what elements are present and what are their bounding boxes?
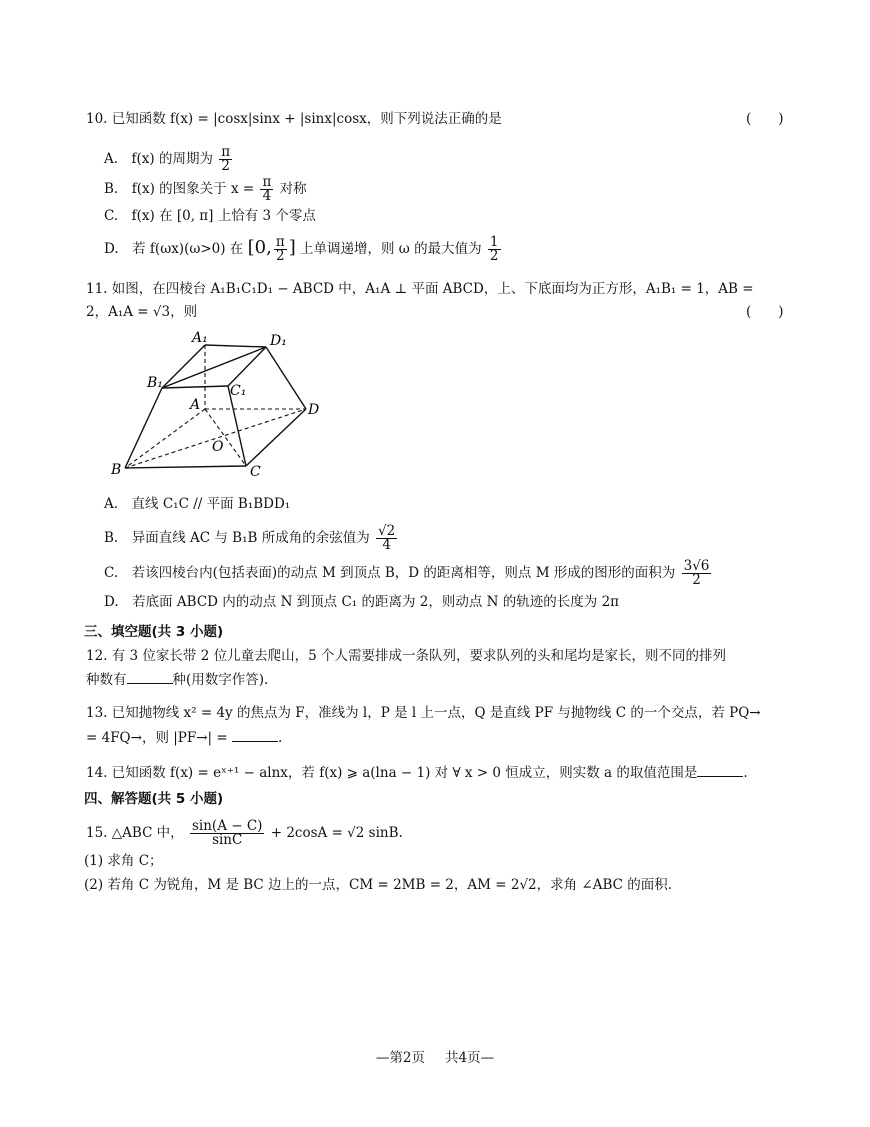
edge-b1b — [125, 388, 162, 468]
edge-ab — [125, 409, 205, 468]
q10-option-b — [104, 176, 307, 203]
q10-option-d-fraction: $\frac{\pi}{2}$ — [275, 234, 285, 264]
edge-a1d1 — [205, 345, 266, 347]
label-a1: A₁ — [192, 330, 208, 346]
q10-option-c: C. f(x) 在 [0, π] 上恰有 3 个零点 — [104, 208, 316, 224]
q10-option-d-fraction2: $\frac{1}{2}$ — [489, 234, 499, 264]
frustum-diagram — [100, 325, 340, 485]
q15-stem-fraction: $\frac{\sin(A - C)}{\sin C}$ — [191, 818, 263, 848]
q10-option-d — [104, 236, 503, 263]
q10-option-d-interval-close: ] — [288, 237, 296, 258]
q10-option-a-fraction: $\frac{\pi}{2}$ — [221, 144, 231, 174]
edge-b1c1 — [162, 386, 228, 388]
q11-option-b-text: B. 异面直线 AC 与 B₁B 所成角的余弦值为 — [104, 530, 370, 546]
footer-page-number: —第2页 — [375, 1050, 425, 1066]
q10-option-d-text: D. 若 f(ωx)(ω>0) 在 — [104, 241, 244, 257]
section3-heading: 三、填空题(共 3 小题) — [84, 624, 224, 640]
q12-line2 — [86, 669, 268, 690]
q12-line2-post: 种(用数字作答). — [172, 672, 269, 688]
label-d1: D₁ — [270, 333, 287, 349]
label-d: D — [308, 402, 320, 418]
q13-answer-blank[interactable] — [232, 727, 278, 742]
q13-line2-post: . — [278, 730, 283, 746]
q14-line-pre: 14. 已知函数 f(x) = eˣ⁺¹ − alnx，若 f(x) ⩾ a(lna − 1) 对 ∀ x > 0 恒成立，则实数 a 的取值范围是 — [86, 765, 698, 781]
q15-part2: (2) 若角 C 为锐角，M 是 BC 边上的一点，CM = 2MB = 2，AM = 2√2，求角 ∠ABC 的面积. — [84, 877, 673, 893]
label-b1: B₁ — [147, 375, 163, 391]
q10-option-d-mid: 上单调递增，则 ω 的最大值为 — [300, 241, 482, 257]
q10-option-a-text: A. f(x) 的周期为 — [104, 151, 213, 167]
q10-option-a — [104, 146, 234, 173]
q10-option-b-fraction: $\frac{\pi}{4}$ — [262, 174, 272, 204]
q10-answer-bracket: ( ) — [746, 111, 784, 127]
edge-bc — [125, 466, 246, 468]
q15-stem-pre: 15. △ABC 中， — [86, 825, 184, 841]
footer-total-pages: 共4页— — [445, 1050, 495, 1066]
edge-c1d1 — [228, 347, 266, 386]
page-footer — [0, 1046, 870, 1066]
edge-a1b1 — [162, 345, 205, 388]
q11-answer-bracket: ( ) — [746, 304, 784, 320]
q12-answer-blank[interactable] — [127, 669, 173, 684]
q15-stem — [86, 820, 403, 847]
q10-stem: 10. 已知函数 f(x) = |cosx|sinx + |sinx|cosx，则下列说法正确的是 — [86, 111, 502, 127]
q14-answer-blank[interactable] — [697, 762, 743, 777]
q15-stem-post: + 2cosA = √2 sinB. — [270, 825, 403, 841]
q13-line2-pre: = 4FQ→，则 |PF→| = — [86, 730, 228, 746]
q12-line2-pre: 种数有 — [86, 672, 127, 688]
edge-d1d — [266, 347, 306, 409]
q11-option-b — [104, 525, 399, 552]
q11-option-c-text: C. 若该四棱台内(包括表面)的动点 M 到顶点 B，D 的距离相等，则点 M 形成的图形的面积为 — [104, 565, 676, 581]
q11-option-d: D. 若底面 ABCD 内的动点 N 到顶点 C₁ 的距离为 2，则动点 N 的轨迹的长度为 2π — [104, 594, 620, 610]
q10-option-b-suffix: 对称 — [279, 181, 307, 197]
q10-option-d-interval-open: [0, — [247, 237, 272, 258]
q11-option-c — [104, 560, 713, 587]
label-o: O — [212, 439, 224, 455]
label-a: A — [190, 397, 201, 413]
edge-cd — [246, 409, 306, 466]
q11-stem-line2: 2，A₁A = √3，则 — [86, 304, 198, 320]
q11-option-a: A. 直线 C₁C // 平面 B₁BDD₁ — [104, 496, 291, 512]
q14-line-post: . — [743, 765, 748, 781]
edge-b1d1 — [162, 347, 266, 388]
q12-line1: 12. 有 3 位家长带 2 位儿童去爬山，5 个人需要排成一条队列，要求队列的头和尾均是家长，则不同的排列 — [86, 648, 726, 664]
q11-option-b-fraction: $\frac{√2}{4}$ — [378, 523, 396, 553]
q15-part1: (1) 求角 C； — [84, 853, 163, 869]
q13-line2 — [86, 727, 282, 748]
q14-line — [86, 762, 748, 783]
q13-line1: 13. 已知抛物线 x² = 4y 的焦点为 F，准线为 l，P 是 l 上一点，Q 是直线 PF 与抛物线 C 的一个交点，若 PQ→ — [86, 705, 761, 721]
q11-option-c-fraction: $\frac{3√6}{2}$ — [683, 558, 710, 588]
q10-option-b-text: B. f(x) 的图象关于 x = — [104, 181, 255, 197]
label-c1: C₁ — [230, 383, 247, 399]
q11-stem-line1: 11. 如图，在四棱台 A₁B₁C₁D₁ − ABCD 中，A₁A ⊥ 平面 ABCD，上、下底面均为正方形，A₁B₁ = 1，AB = — [86, 281, 754, 297]
section4-heading: 四、解答题(共 5 小题) — [84, 791, 224, 807]
label-c: C — [250, 464, 261, 480]
label-b: B — [111, 462, 122, 478]
